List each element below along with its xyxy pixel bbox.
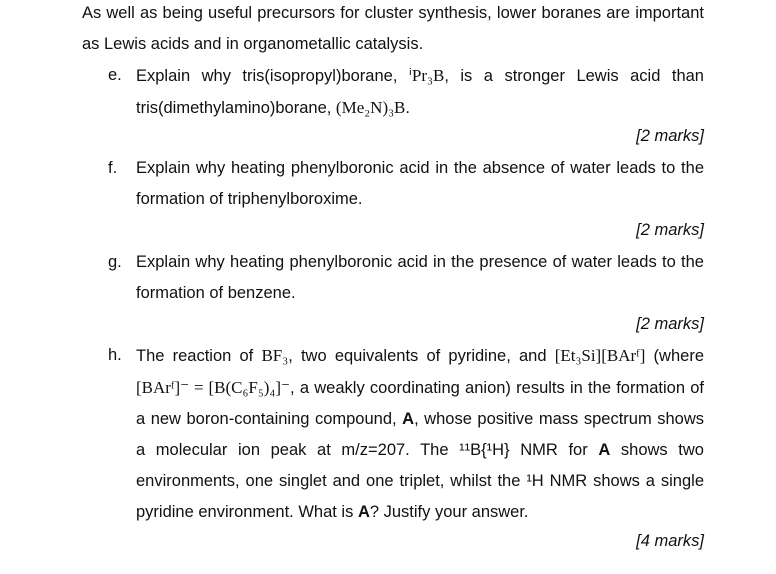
question-letter: f. xyxy=(108,159,118,177)
compound-a-label: A xyxy=(357,503,370,521)
formula-me2n3b: (Me₂N)₃B xyxy=(335,98,406,117)
question-letter: g. xyxy=(108,253,122,271)
nmr-11b-label: ¹¹B{¹H} xyxy=(459,441,510,459)
question-f xyxy=(108,153,704,215)
question-text xyxy=(136,340,704,528)
question-letter: e. xyxy=(108,66,122,84)
question-text xyxy=(136,60,704,124)
compound-a-label: A xyxy=(402,410,415,428)
question-text: Explain why heating phenylboronic acid in the presence of water leads to the formation of benzene. xyxy=(136,253,704,302)
text-segment: , a weakly coordinating anion) results in the formation of a new boron-containing compound, xyxy=(136,379,704,428)
marks-g: [2 marks] xyxy=(636,315,704,333)
text-segment: . xyxy=(405,99,410,117)
text-segment: , is a stronger Lewis acid than tris(dimethylamino)borane, xyxy=(136,67,704,117)
intro-paragraph: As well as being useful precursors for cluster synthesis, lower boranes are important as Lewis acids and in organometallic catalysis. xyxy=(82,4,704,53)
formula-ipr3b: ⁱPr₃B xyxy=(408,66,445,85)
question-letter: h. xyxy=(108,346,122,364)
text-segment: , whose positive mass spectrum shows a molecular ion peak at m/z=207. The xyxy=(136,410,704,459)
question-text: Explain why heating phenylboronic acid in the absence of water leads to the formation of triphenylboroxime. xyxy=(136,159,704,208)
question-g xyxy=(108,247,704,309)
text-segment: NMR shows a single pyridine environment. What is xyxy=(136,472,704,521)
text-segment: shows two environments, one singlet and one triplet, whilst the xyxy=(136,441,704,490)
question-h xyxy=(108,340,704,528)
text-segment: , two equivalents of pyridine, and xyxy=(288,347,555,365)
text-segment: ? Justify your answer. xyxy=(369,503,529,521)
marks-e: [2 marks] xyxy=(636,127,704,145)
nmr-1h-label: ¹H xyxy=(526,472,544,490)
formula-salt: [Et₃Si][BArᶠ] xyxy=(554,346,646,365)
marks-f: [2 marks] xyxy=(636,221,704,239)
question-e xyxy=(108,60,704,124)
text-segment: (where xyxy=(645,347,704,365)
formula-barf: [BArᶠ]⁻ = [B(C₆F₅)₄]⁻ xyxy=(136,378,291,397)
text-segment: Explain why tris(isopropyl)borane, xyxy=(136,67,409,85)
compound-a-label: A xyxy=(598,441,611,459)
formula-bf3: BF₃ xyxy=(261,346,289,365)
text-segment: NMR for xyxy=(509,441,599,459)
text-segment: The reaction of xyxy=(136,347,262,365)
marks-h: [4 marks] xyxy=(636,532,704,550)
